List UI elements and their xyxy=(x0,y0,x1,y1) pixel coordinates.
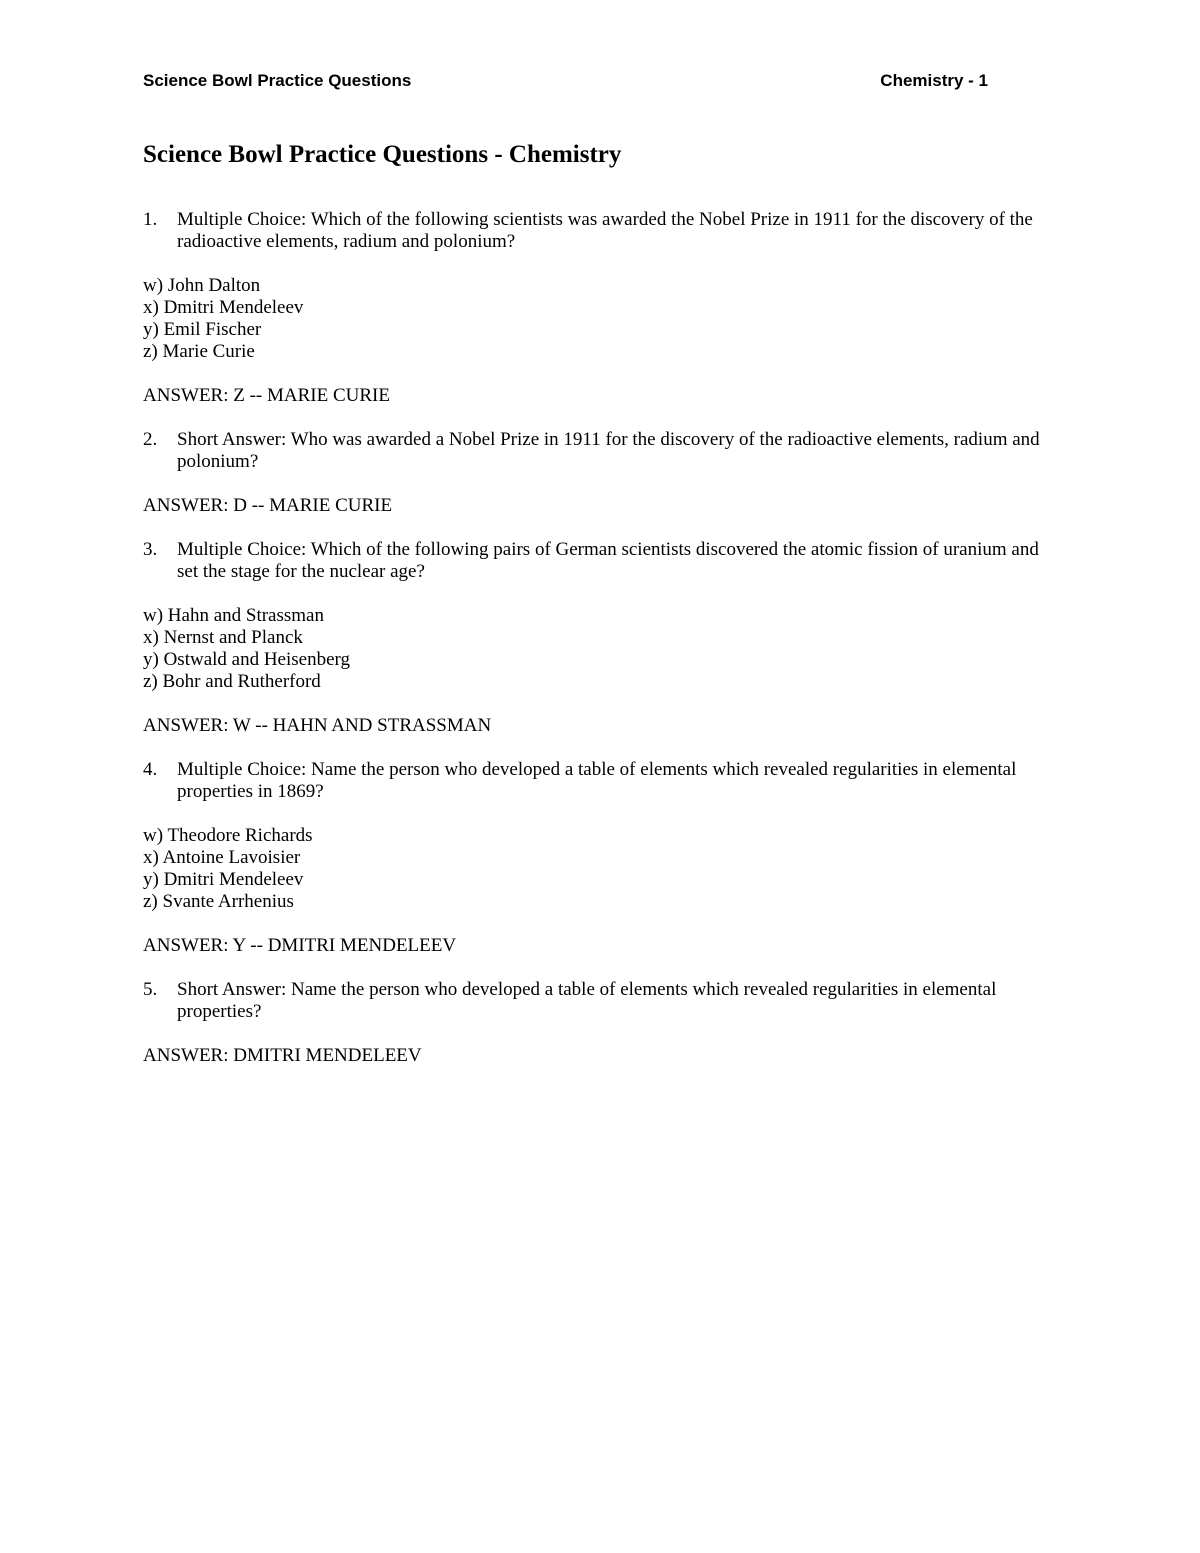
question-block-1 xyxy=(143,209,1043,407)
option-y: y) Ostwald and Heisenberg xyxy=(143,649,351,670)
header-left-title: Science Bowl Practice Questions xyxy=(143,71,412,90)
option-w: w) Hahn and Strassman xyxy=(143,605,324,626)
question-4 xyxy=(143,759,1043,803)
answer-line: ANSWER: W -- HAHN AND STRASSMAN xyxy=(143,715,492,736)
answer-options xyxy=(143,275,1043,363)
option-z: z) Svante Arrhenius xyxy=(143,891,294,912)
question-number: 5. xyxy=(143,979,158,1000)
option-w: w) John Dalton xyxy=(143,275,261,296)
question-2 xyxy=(143,429,1043,473)
option-x: x) Dmitri Mendeleev xyxy=(143,297,304,318)
answer-options xyxy=(143,605,1043,693)
answer-options xyxy=(143,825,1043,913)
question-block-2 xyxy=(143,429,1043,517)
option-w: w) Theodore Richards xyxy=(143,825,313,846)
answer-line: ANSWER: Z -- MARIE CURIE xyxy=(143,385,390,406)
question-text: Multiple Choice: Name the person who developed a table of elements which revealed regularities in elemental properties in 1869? xyxy=(177,759,1017,802)
question-5 xyxy=(143,979,1043,1023)
question-block-4 xyxy=(143,759,1043,957)
question-block-5 xyxy=(143,979,1043,1067)
page-title: Science Bowl Practice Questions - Chemistry xyxy=(143,141,622,168)
question-text: Short Answer: Who was awarded a Nobel Prize in 1911 for the discovery of the radioactive elements, radium and polonium? xyxy=(177,429,1040,472)
question-text: Multiple Choice: Which of the following pairs of German scientists discovered the atomic fission of uranium and set the stage for the nuclear age? xyxy=(177,539,1039,582)
option-z: z) Marie Curie xyxy=(143,341,255,362)
question-3 xyxy=(143,539,1043,583)
option-y: y) Emil Fischer xyxy=(143,319,262,340)
question-number: 4. xyxy=(143,759,158,780)
document-content xyxy=(143,139,1043,1089)
question-number: 2. xyxy=(143,429,158,450)
option-x: x) Nernst and Planck xyxy=(143,627,303,648)
answer-line: ANSWER: DMITRI MENDELEEV xyxy=(143,1045,422,1066)
option-z: z) Bohr and Rutherford xyxy=(143,671,321,692)
header-right-page-label: Chemistry - 1 xyxy=(880,71,988,90)
question-text: Multiple Choice: Which of the following scientists was awarded the Nobel Prize in 1911 for the discovery of the radioactive elements, radium and polonium? xyxy=(177,209,1033,252)
question-number: 1. xyxy=(143,209,158,230)
answer-line: ANSWER: Y -- DMITRI MENDELEEV xyxy=(143,935,457,956)
answer-line: ANSWER: D -- MARIE CURIE xyxy=(143,495,393,516)
question-text: Short Answer: Name the person who developed a table of elements which revealed regularities in elemental properties? xyxy=(177,979,997,1022)
option-y: y) Dmitri Mendeleev xyxy=(143,869,304,890)
question-number: 3. xyxy=(143,539,158,560)
question-block-3 xyxy=(143,539,1043,737)
option-x: x) Antoine Lavoisier xyxy=(143,847,301,868)
question-1 xyxy=(143,209,1043,253)
